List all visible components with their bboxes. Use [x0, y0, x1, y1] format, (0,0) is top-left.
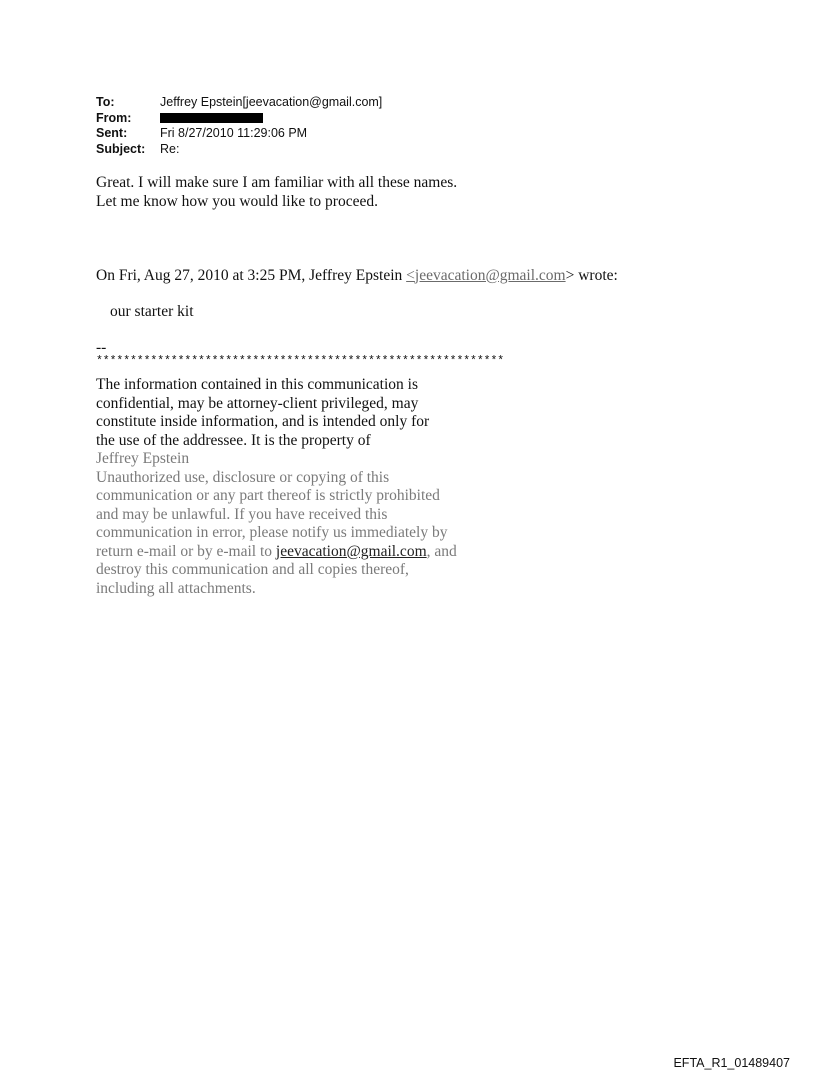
- disclaimer-line: [96, 543, 486, 562]
- disclaimer-line: and may be unlawful. If you have received this: [96, 505, 388, 523]
- quote-intro: [96, 267, 618, 286]
- to-row: [96, 95, 382, 111]
- confidentiality-disclaimer: [96, 376, 486, 598]
- email-header: [96, 95, 382, 157]
- disclaimer-line: constitute inside information, and is intended only for: [96, 413, 430, 430]
- quoted-text: our starter kit: [110, 303, 194, 320]
- from-row: [96, 111, 382, 127]
- body-line: Great. I will make sure I am familiar with all these names.: [96, 174, 458, 191]
- quote-email-open[interactable]: <: [406, 267, 415, 284]
- message-body: [96, 174, 457, 211]
- quote-intro-wrote: > wrote:: [565, 267, 618, 284]
- asterisk-divider: ************************************************************: [96, 355, 505, 368]
- document-id: EFTA_R1_01489407: [673, 1056, 790, 1070]
- subject-value: Re:: [160, 141, 180, 156]
- sent-row: [96, 126, 382, 142]
- disclaimer-line: communication in error, please notify us immediately by: [96, 524, 448, 541]
- disclaimer-email-link[interactable]: jeevacation@gmail.com: [275, 542, 427, 560]
- sent-value: Fri 8/27/2010 11:29:06 PM: [160, 126, 308, 140]
- body-line: Let me know how you would like to proceed.: [96, 192, 378, 210]
- to-label: To:: [96, 95, 115, 109]
- sent-label: Sent:: [96, 126, 128, 140]
- disclaimer-line: Unauthorized use, disclosure or copying of this: [96, 468, 390, 486]
- from-label: From:: [96, 110, 132, 125]
- subject-label: Subject:: [96, 141, 146, 156]
- disclaimer-line: The information contained in this communication is: [96, 376, 418, 393]
- disclaimer-line: the use of the addressee. It is the property of: [96, 431, 371, 449]
- disclaimer-line: confidential, may be attorney-client privileged, may: [96, 394, 419, 412]
- disclaimer-text: return e-mail or by e-mail to: [96, 542, 276, 560]
- disclaimer-text: , and: [426, 542, 457, 560]
- signature-separator: --: [96, 339, 107, 356]
- disclaimer-line: Jeffrey Epstein: [96, 450, 190, 467]
- redaction-bar: [160, 113, 263, 123]
- disclaimer-line: communication or any part thereof is strictly prohibited: [96, 487, 440, 504]
- quote-intro-text: On Fri, Aug 27, 2010 at 3:25 PM, Jeffrey Epstein: [96, 267, 407, 284]
- quote-email-link[interactable]: jeevacation@gmail.com: [414, 267, 566, 284]
- disclaimer-line: destroy this communication and all copies thereof,: [96, 561, 409, 578]
- to-value: Jeffrey Epstein[jeevacation@gmail.com]: [160, 95, 383, 109]
- subject-row: [96, 142, 382, 158]
- disclaimer-line: including all attachments.: [96, 579, 256, 597]
